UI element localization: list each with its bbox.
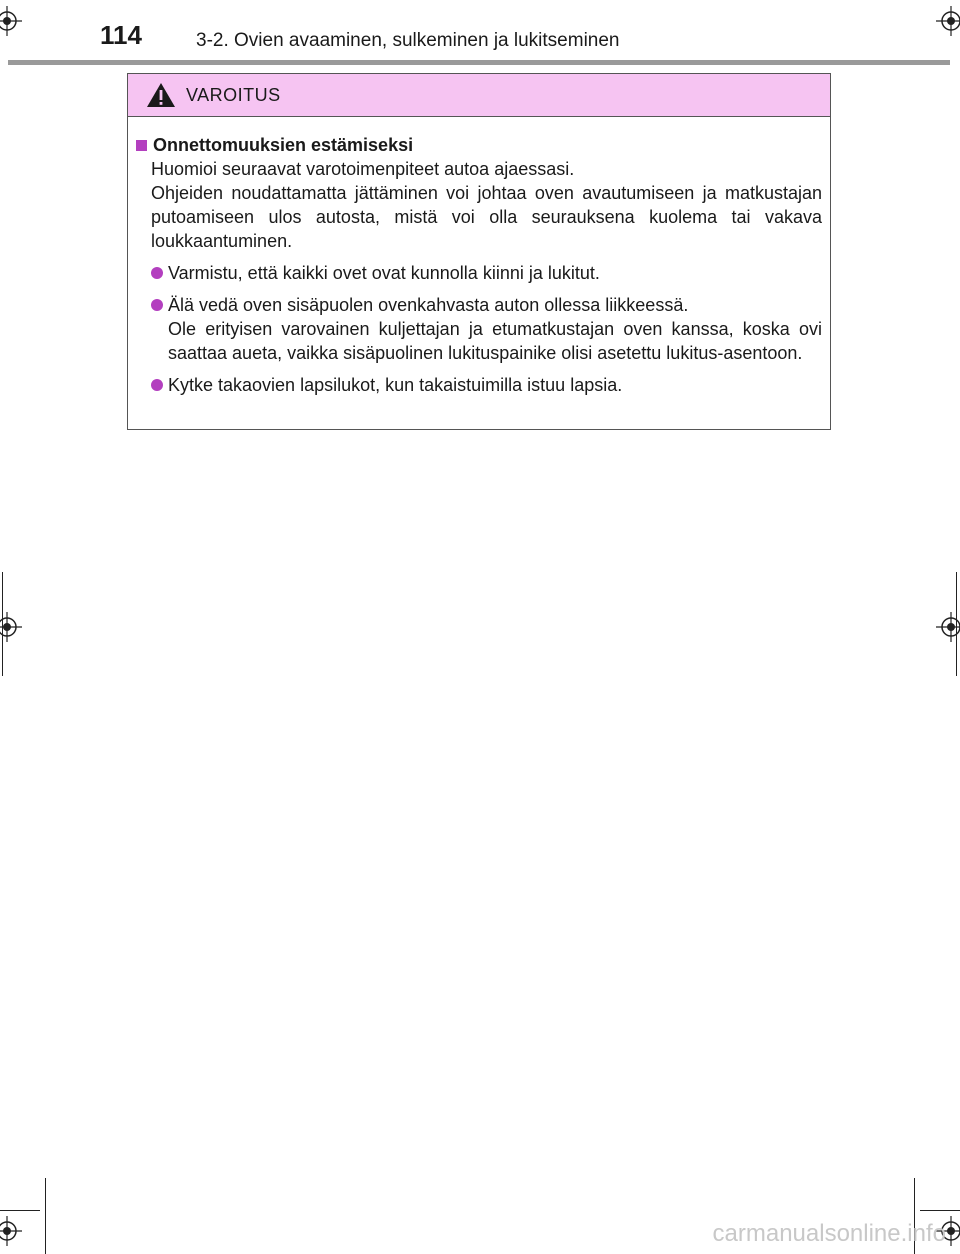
intro-line: Ohjeiden noudattamatta jättäminen voi johtaa oven avautumiseen ja matkustajan putoamiseen ulos autosta, mistä voi olla seurauksena kuolema tai vakava loukkaantuminen. <box>151 183 822 251</box>
section-title: 3-2. Ovien avaaminen, sulkeminen ja lukitseminen <box>196 30 620 51</box>
bullet-dot-icon <box>151 299 163 311</box>
square-bullet-icon <box>136 140 147 151</box>
warning-triangle-icon <box>146 82 176 108</box>
list-item-text <box>168 293 822 365</box>
warning-body <box>128 117 830 397</box>
list-item-line: Älä vedä oven sisäpuolen ovenkahvasta auton ollessa liikkeessä. <box>168 295 689 315</box>
registration-mark-icon <box>936 6 960 36</box>
list-item-text: Kytke takaovien lapsilukot, kun takaistuimilla istuu lapsia. <box>168 375 623 395</box>
crop-line <box>920 1210 960 1211</box>
warning-header <box>128 74 830 117</box>
warning-box <box>127 73 831 430</box>
page-number: 114 <box>100 20 142 50</box>
list-item-text: Varmistu, että kaikki ovet ovat kunnolla kiinni ja lukitut. <box>168 263 600 283</box>
registration-mark-icon <box>0 1216 22 1246</box>
bullet-dot-icon <box>151 379 163 391</box>
warning-title: VAROITUS <box>186 84 281 105</box>
registration-mark-icon <box>0 612 22 642</box>
bullet-dot-icon <box>151 267 163 279</box>
crop-line <box>0 1210 40 1211</box>
crop-line <box>956 572 957 676</box>
watermark: carmanualsonline.info <box>712 1220 946 1247</box>
crop-line <box>2 572 3 676</box>
list-item <box>151 293 822 365</box>
list-item-line: Ole erityisen varovainen kuljettajan ja etumatkustajan oven kanssa, koska ovi saattaa aueta, vaikka sisäpuolinen lukituspainike olisi asetettu lukitus-asentoon. <box>168 319 822 363</box>
subheading-text: Onnettomuuksien estämiseksi <box>153 135 414 155</box>
registration-mark-icon <box>0 6 22 36</box>
intro-paragraph <box>151 157 822 253</box>
list-item <box>151 373 822 397</box>
warning-subheading <box>136 133 822 157</box>
intro-line: Huomioi seuraavat varotoimenpiteet autoa ajaessasi. <box>151 159 575 179</box>
crop-line <box>45 1178 46 1254</box>
header-divider <box>8 60 950 65</box>
list-item <box>151 261 822 285</box>
